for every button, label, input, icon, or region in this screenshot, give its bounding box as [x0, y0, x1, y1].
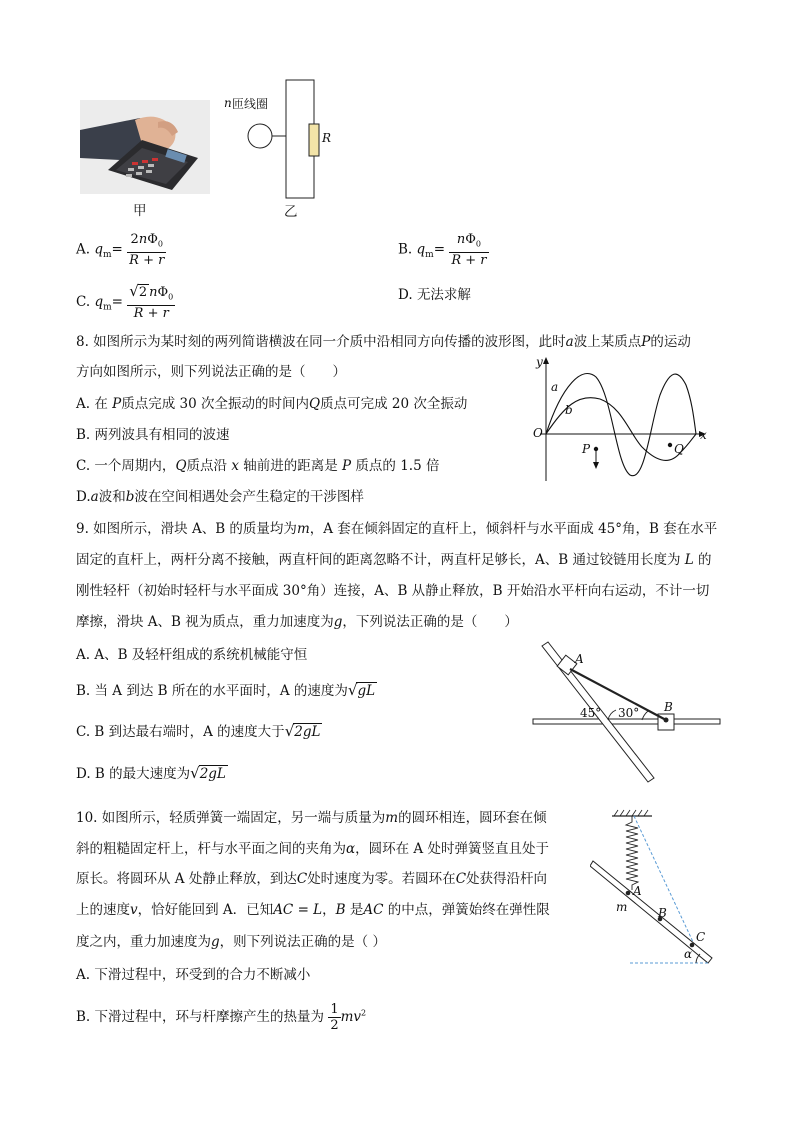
fraction: $\frac{2n\Phi_0}{R + r}$ — [129, 232, 165, 268]
spring — [626, 816, 638, 890]
fig-jia-caption: 甲 — [133, 203, 147, 219]
wave-y-label: y — [536, 355, 543, 369]
inclined-rod — [590, 861, 712, 963]
q7-option-b[interactable]: B. $q_m=$ $\frac{n\Phi_0}{R + r}$ — [398, 232, 487, 268]
q10-option-b[interactable]: B. 下滑过程中，环与杆摩擦产生的热量为 $\frac{1}{2}$ $mv^2$ — [76, 1002, 367, 1033]
q8-stem-line2: 方向如图所示，则下列说法正确的是（ ） — [76, 364, 346, 380]
spring-c-label: C — [696, 930, 706, 944]
wave-diagram — [530, 355, 715, 485]
wave-a-curve — [546, 374, 696, 476]
q8-option-a[interactable]: A. 在 P质点完成 30 次全振动的时间内Q质点可完成 20 次全振动 — [76, 396, 468, 412]
y-axis-arrow — [543, 357, 549, 364]
point-q — [668, 443, 672, 447]
q9-stem-line4: 摩擦，滑块 A、B 视为质点，重力加速度为g，下列说法正确的是（ ） — [76, 614, 518, 630]
angle-45-label: 45° — [580, 706, 602, 720]
q9-option-d[interactable]: D. B 的最大速度为√2gL — [76, 764, 226, 782]
wave-q-label: Q — [674, 442, 684, 456]
fraction: $\frac{√2 n\Phi_0}{R + r}$ — [129, 282, 174, 321]
coil-label: 匝线圈 — [232, 97, 269, 111]
q8-option-b[interactable]: B. 两列波具有相同的波速 — [76, 427, 230, 443]
q9-option-b[interactable]: B. 当 A 到达 B 所在的水平面时，A 的速度为√gL — [76, 681, 376, 699]
wave-b-label: b — [565, 403, 573, 417]
q10-stem-line3: 原长。将圆环从 A 处静止释放，到达C处时速度为零。若圆环在C处获得沿杆向 — [76, 871, 548, 887]
spring-b-label: B — [658, 906, 667, 920]
q10-stem-line2: 斜的粗糙固定杆上，杆与水平面之间的夹角为α，圆环在 A 处时弹簧竖直且处于 — [76, 841, 549, 857]
q9-stem-line1: 9. 如图所示，滑块 A、B 的质量均为m，A 套在倾斜固定的直杆上，倾斜杆与水平面成 45°角，B 套在水平 — [76, 521, 718, 537]
block-b-label: B — [664, 700, 673, 714]
fig-yi-caption: 乙 — [284, 204, 298, 220]
q9-stem-line2: 固定的直杆上，两杆分离不接触，两直杆间的距离忽略不计，两直杆足够长，A、B 通过铰链用长度为 L 的 — [76, 552, 712, 568]
wave-x-label: x — [700, 428, 707, 442]
q8-option-c[interactable]: C. 一个周期内，Q质点沿 x 轴前进的距离是 P 质点的 1.5 倍 — [76, 458, 440, 474]
pos-terminal-photo — [80, 100, 210, 194]
q8-option-d[interactable]: D.a波和b波在空间相遇处会产生稳定的干涉图样 — [76, 489, 364, 505]
spring-alpha-label: α — [684, 947, 693, 961]
q8-stem-line1: 8. 如图所示为某时刻的两列简谐横波在同一介质中沿相同方向传播的波形图，此时a波上某质点P的运动 — [76, 334, 691, 350]
q10-stem-line5: 度之内，重力加速度为g，则下列说法正确的是（ ） — [76, 934, 386, 950]
q7-option-d[interactable]: D. 无法求解 — [398, 287, 471, 303]
q7-option-a[interactable]: A. $q_m=$ $\frac{2n\Phi_0}{R + r}$ — [76, 232, 165, 268]
spring-m-label: m — [616, 900, 628, 914]
angle-30-label: 30° — [618, 706, 640, 720]
q9-option-a[interactable]: A. A、B 及轻杆组成的系统机械能守恒 — [76, 647, 308, 663]
spring-a-label: A — [633, 884, 642, 898]
fraction: $\frac{n\Phi_0}{R + r}$ — [451, 232, 487, 268]
q10-stem-line4: 上的速度v，恰好能回到 A．已知AC = L，B 是AC 的中点，弹簧始终在弹性限 — [76, 902, 550, 918]
q10-stem-line1: 10. 如图所示，轻质弹簧一端固定，另一端与质量为m的圆环相连，圆环套在倾 — [76, 810, 547, 826]
block-a-label: A — [575, 652, 584, 666]
wave-svg — [530, 355, 715, 485]
wave-p-label: P — [582, 442, 591, 456]
q10-option-a[interactable]: A. 下滑过程中，环受到的合力不断减小 — [76, 967, 311, 983]
q7-option-c[interactable]: C. $q_m=$ $\frac{√2 n\Phi_0}{R + r}$ — [76, 282, 174, 321]
point-a — [626, 891, 631, 896]
wave-origin-label: O — [533, 426, 543, 440]
spring-ring-diagram — [590, 808, 720, 968]
fraction: $\frac{1}{2}$ — [330, 1002, 339, 1033]
q9-option-c[interactable]: C. B 到达最右端时，A 的速度大于√2gL — [76, 722, 321, 740]
coil-n: n — [224, 96, 232, 110]
q9-stem-line3: 刚性轻杆（初始时轻杆与水平面成 30°角）连接，A、B 从静止释放，B 开始沿水平杆向右运动，不计一切 — [76, 583, 710, 599]
resistor-label: R — [322, 131, 332, 145]
p-velocity-arrow — [593, 462, 599, 469]
wave-a-label: a — [551, 380, 559, 394]
